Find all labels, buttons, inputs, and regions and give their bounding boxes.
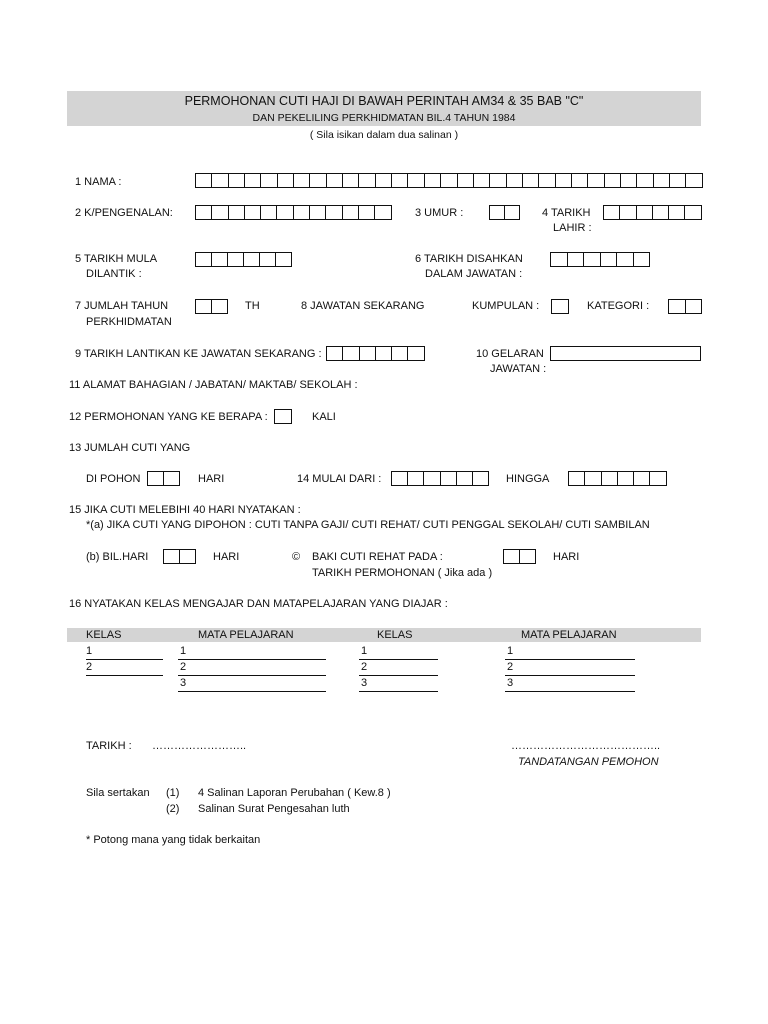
table-cell-mp1-row1: 1	[180, 645, 187, 657]
table-cell-kelas1-row2: 2	[86, 661, 93, 673]
label-kumpulan: KUMPULAN :	[472, 300, 540, 312]
entry-box[interactable]	[148, 471, 164, 486]
table-cell-mp1-row2: 2	[180, 661, 187, 673]
entry-box[interactable]	[504, 549, 520, 564]
table-line[interactable]	[505, 659, 635, 660]
permohonan-box[interactable]	[274, 409, 292, 424]
entry-box[interactable]	[634, 252, 651, 267]
entry-box[interactable]	[294, 173, 310, 188]
table-cell-kelas2-row1: 1	[361, 645, 368, 657]
form-title: PERMOHONAN CUTI HAJI DI BAWAH PERINTAH AM34 & 35 BAB "C"	[184, 94, 584, 108]
entry-box[interactable]	[523, 173, 539, 188]
entry-box[interactable]	[228, 252, 244, 267]
jumlah-cuti-boxes[interactable]	[147, 471, 180, 486]
table-line[interactable]	[178, 691, 326, 692]
label-jumlah-tahun: 7 JUMLAH TAHUN	[75, 300, 169, 312]
entry-box[interactable]	[584, 252, 601, 267]
entry-box[interactable]	[376, 346, 392, 361]
entry-box[interactable]	[441, 471, 457, 486]
entry-box[interactable]	[327, 173, 343, 188]
entry-box[interactable]	[360, 346, 376, 361]
entry-box[interactable]	[229, 173, 245, 188]
entry-box[interactable]	[572, 173, 588, 188]
entry-box[interactable]	[569, 471, 585, 486]
entry-box[interactable]	[520, 549, 536, 564]
entry-box[interactable]	[490, 173, 506, 188]
entry-box[interactable]	[685, 205, 701, 220]
label-mulai-dari: 14 MULAI DARI :	[297, 473, 382, 485]
table-cell-kelas2-row3: 3	[361, 677, 368, 689]
table-header-kelas-1: KELAS	[86, 629, 122, 641]
label-kelas-mengajar: 16 NYATAKAN KELAS MENGAJAR DAN MATAPELAJARAN YANG DIAJAR :	[69, 598, 448, 610]
table-cell-mp2-row1: 1	[507, 645, 514, 657]
entry-box[interactable]	[474, 173, 490, 188]
label-umur: 3 UMUR :	[415, 207, 464, 219]
entry-box[interactable]	[343, 173, 359, 188]
table-header-mata-pelajaran-2: MATA PELAJARAN	[521, 629, 617, 641]
entry-box[interactable]	[490, 205, 505, 220]
table-line[interactable]	[505, 691, 635, 692]
entry-box[interactable]	[650, 471, 666, 486]
table-cell-kelas2-row2: 2	[361, 661, 368, 673]
table-line[interactable]	[359, 691, 438, 692]
label-jawatan-sekarang: 8 JAWATAN SEKARANG	[301, 300, 425, 312]
entry-box[interactable]	[212, 299, 228, 314]
entry-box[interactable]	[359, 173, 375, 188]
entry-box[interactable]	[408, 173, 424, 188]
attachment-number-1: (1)	[166, 787, 180, 799]
attachment-number-2: (2)	[166, 803, 180, 815]
label-hari: HARI	[198, 473, 225, 485]
attachment-1: 4 Salinan Laporan Perubahan ( Kew.8 )	[198, 787, 391, 799]
entry-box[interactable]	[686, 299, 703, 314]
label-tandatangan: TANDATANGAN PEMOHON	[518, 756, 659, 768]
label-di-pohon: DI POHON	[86, 473, 141, 485]
entry-box[interactable]	[196, 299, 212, 314]
entry-box[interactable]	[212, 252, 228, 267]
label-baki-cuti: BAKI CUTI REHAT PADA :	[312, 551, 443, 563]
mulai-dari-boxes[interactable]	[391, 471, 489, 486]
signature-dots[interactable]: …………………………………..	[511, 740, 661, 752]
entry-box[interactable]	[212, 205, 228, 220]
label-tarikh-permohonan: TARIKH PERMOHONAN ( Jika ada )	[312, 567, 493, 579]
entry-box[interactable]	[408, 471, 424, 486]
entry-box[interactable]	[556, 173, 572, 188]
entry-box[interactable]	[457, 471, 473, 486]
entry-box[interactable]	[618, 471, 634, 486]
label-hari-2: HARI	[213, 551, 240, 563]
label-gelaran-jawatan: JAWATAN :	[490, 363, 547, 375]
kp-boxes[interactable]	[195, 205, 392, 220]
label-hari-3: HARI	[553, 551, 580, 563]
kumpulan-box[interactable]	[551, 299, 569, 314]
entry-box[interactable]	[375, 205, 391, 220]
entry-box[interactable]	[505, 205, 520, 220]
tarikh-disahkan-boxes[interactable]	[550, 252, 650, 267]
entry-box[interactable]	[568, 252, 585, 267]
entry-box[interactable]	[507, 173, 523, 188]
table-line[interactable]	[359, 675, 438, 676]
table-line[interactable]	[505, 675, 635, 676]
entry-box[interactable]	[392, 471, 408, 486]
entry-box[interactable]	[425, 173, 441, 188]
entry-box[interactable]	[326, 205, 342, 220]
entry-box[interactable]	[585, 471, 601, 486]
label-tarikh-lantikan: 9 TARIKH LANTIKAN KE JAWATAN SEKARANG :	[75, 348, 322, 360]
table-header-kelas-2: KELAS	[377, 629, 413, 641]
entry-box[interactable]	[424, 471, 440, 486]
bil-hari-boxes[interactable]	[163, 549, 196, 564]
entry-box[interactable]	[343, 346, 359, 361]
entry-box[interactable]	[310, 205, 326, 220]
label-cuti-melebihi: 15 JIKA CUTI MELEBIHI 40 HARI NYATAKAN :	[69, 504, 301, 516]
entry-box[interactable]	[670, 173, 686, 188]
entry-box[interactable]	[602, 471, 618, 486]
label-gelaran: 10 GELARAN	[476, 348, 544, 360]
entry-box[interactable]	[261, 205, 277, 220]
gelaran-jawatan-input[interactable]	[550, 346, 701, 361]
entry-box[interactable]	[196, 252, 212, 267]
entry-box[interactable]	[196, 205, 212, 220]
entry-box[interactable]	[276, 252, 292, 267]
label-bil-hari: (b) BIL.HARI	[86, 551, 149, 563]
table-line[interactable]	[86, 659, 163, 660]
attachment-2: Salinan Surat Pengesahan luth	[198, 803, 350, 815]
label-kp: 2 K/PENGENALAN:	[75, 207, 173, 219]
table-cell-mp1-row3: 3	[180, 677, 187, 689]
entry-box[interactable]	[621, 173, 637, 188]
table-line[interactable]	[86, 675, 163, 676]
entry-box[interactable]	[277, 205, 293, 220]
table-header-mata-pelajaran-1: MATA PELAJARAN	[198, 629, 294, 641]
table-cell-mp2-row3: 3	[507, 677, 514, 689]
entry-box[interactable]	[605, 173, 621, 188]
entry-box[interactable]	[212, 173, 228, 188]
entry-box[interactable]	[359, 205, 375, 220]
label-tarikh-mula: 5 TARIKH MULA	[75, 253, 158, 265]
entry-box[interactable]	[275, 409, 292, 424]
entry-box[interactable]	[196, 173, 212, 188]
table-cell-kelas1-row1: 1	[86, 645, 93, 657]
entry-box[interactable]	[620, 205, 636, 220]
entry-box[interactable]	[408, 346, 424, 361]
entry-box[interactable]	[539, 173, 555, 188]
entry-box[interactable]	[278, 173, 294, 188]
entry-box[interactable]	[310, 173, 326, 188]
label-hingga: HINGGA	[506, 473, 550, 485]
label-kategori: KATEGORI :	[587, 300, 650, 312]
table-line[interactable]	[359, 659, 438, 660]
label-alamat: 11 ALAMAT BAHAGIAN / JABATAN/ MAKTAB/ SEKOLAH :	[69, 379, 358, 391]
entry-box[interactable]	[164, 471, 180, 486]
entry-box[interactable]	[617, 252, 634, 267]
entry-box[interactable]	[552, 299, 569, 314]
entry-box[interactable]	[294, 205, 310, 220]
label-permohonan: 12 PERMOHONAN YANG KE BERAPA :	[69, 411, 268, 423]
entry-box[interactable]	[245, 173, 261, 188]
entry-box[interactable]	[392, 173, 408, 188]
label-tarikh: TARIKH :	[86, 740, 132, 752]
tarikh-lantikan-boxes[interactable]	[326, 346, 425, 361]
entry-box[interactable]	[392, 346, 408, 361]
table-line[interactable]	[178, 675, 326, 676]
entry-box[interactable]	[441, 173, 457, 188]
entry-box[interactable]	[473, 471, 489, 486]
table-line[interactable]	[178, 659, 326, 660]
entry-box[interactable]	[604, 205, 620, 220]
entry-box[interactable]	[164, 549, 180, 564]
label-th: TH	[245, 300, 260, 312]
entry-box[interactable]	[669, 299, 686, 314]
nama-boxes[interactable]	[195, 173, 703, 188]
label-perkhidmatan: PERKHIDMATAN	[86, 316, 172, 328]
label-dilantik: DILANTIK :	[86, 268, 142, 280]
entry-box[interactable]	[601, 252, 618, 267]
entry-box[interactable]	[180, 549, 196, 564]
entry-box[interactable]	[686, 173, 702, 188]
label-tarikh-disahkan: 6 TARIKH DISAHKAN	[415, 253, 523, 265]
label-copyright-mark: ©	[292, 551, 301, 563]
entry-box[interactable]	[634, 471, 650, 486]
label-tarikh-lahir-2: LAHIR :	[553, 222, 592, 234]
entry-box[interactable]	[244, 252, 260, 267]
tarikh-mula-boxes[interactable]	[195, 252, 292, 267]
kategori-boxes[interactable]	[668, 299, 702, 314]
entry-box[interactable]	[458, 173, 474, 188]
entry-box[interactable]	[229, 205, 245, 220]
footnote: * Potong mana yang tidak berkaitan	[86, 834, 261, 846]
entry-box[interactable]	[327, 346, 343, 361]
tarikh-lahir-boxes[interactable]	[603, 205, 702, 220]
label-nama: 1 NAMA :	[75, 176, 122, 188]
entry-box[interactable]	[261, 173, 277, 188]
entry-box[interactable]	[551, 252, 568, 267]
tarikh-dots[interactable]: ……………………..	[152, 740, 247, 752]
entry-box[interactable]	[343, 205, 359, 220]
baki-cuti-boxes[interactable]	[503, 549, 536, 564]
entry-box[interactable]	[637, 205, 653, 220]
entry-box[interactable]	[588, 173, 604, 188]
entry-box[interactable]	[376, 173, 392, 188]
entry-box[interactable]	[260, 252, 276, 267]
label-jenis-cuti: *(a) JIKA CUTI YANG DIPOHON : CUTI TANPA GAJI/ CUTI REHAT/ CUTI PENGGAL SEKOLAH/ CUTI SAMBILAN	[86, 519, 650, 531]
hingga-boxes[interactable]	[568, 471, 667, 486]
entry-box[interactable]	[653, 205, 669, 220]
label-kali: KALI	[312, 411, 336, 423]
form-subtitle: DAN PEKELILING PERKHIDMATAN BIL.4 TAHUN 1984	[252, 112, 516, 124]
table-cell-mp2-row2: 2	[507, 661, 514, 673]
label-tarikh-lahir: 4 TARIKH	[542, 207, 591, 219]
label-sila-sertakan: Sila sertakan	[86, 787, 150, 799]
jumlah-tahun-boxes[interactable]	[195, 299, 228, 314]
entry-box[interactable]	[245, 205, 261, 220]
label-jumlah-cuti: 13 JUMLAH CUTI YANG	[69, 442, 191, 454]
entry-box[interactable]	[637, 173, 653, 188]
umur-boxes[interactable]	[489, 205, 520, 220]
entry-box[interactable]	[669, 205, 685, 220]
label-dalam-jawatan: DALAM JAWATAN :	[425, 268, 523, 280]
form-note: ( Sila isikan dalam dua salinan )	[309, 129, 459, 141]
entry-box[interactable]	[654, 173, 670, 188]
